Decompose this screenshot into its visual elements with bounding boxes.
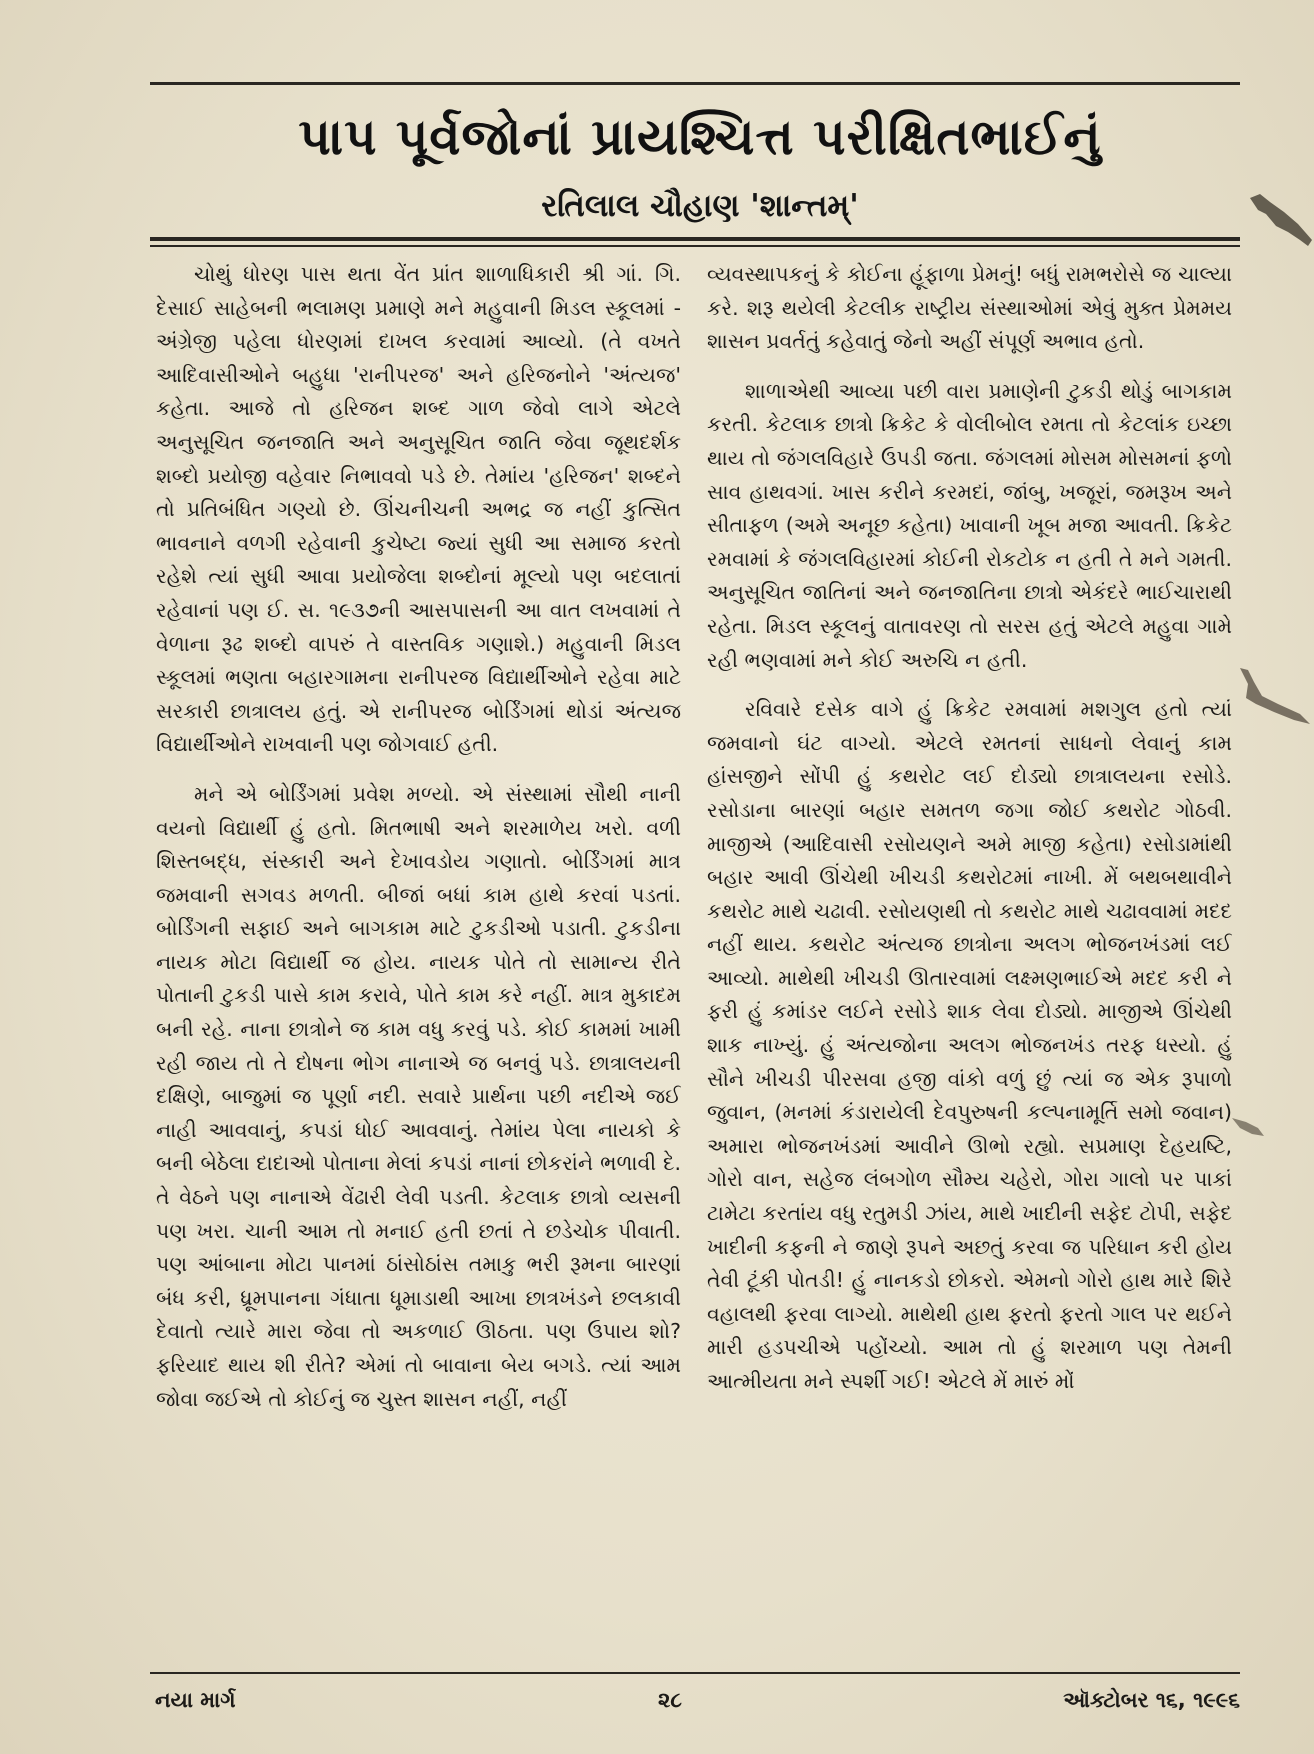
paper-tear-top xyxy=(1248,180,1314,250)
footer-rule xyxy=(150,1672,1240,1674)
paper-tear-middle xyxy=(1234,660,1314,740)
issue-date: ઑક્ટોબર ૧૬, ૧૯૯૬ xyxy=(1063,1688,1240,1712)
top-rule xyxy=(150,82,1240,85)
paragraph: મને એ બોર્ડિંગમાં પ્રવેશ મળ્યો. એ સંસ્થામાં સૌથી નાની વયનો વિદ્યાર્થી હું હતો. મિતભાષી અને શરમાળેય ખરો. વળી શિસ્તબદ્ધ, સંસ્કારી અને દેખાવડોય ગણાતો. બોર્ડિંગમાં માત્ર જમવાની સગવડ મળતી. બીજાં બધાં કામ હાથે કરવાં પડતાં. બોર્ડિંગની સફાઈ અને બાગકામ માટે ટુકડીઓ પડાતી. ટુકડીના નાયક મોટા વિદ્યાર્થી જ હોય. નાયક પોતે તો સામાન્ય રીતે પોતાની ટુકડી પાસે કામ કરાવે, પોતે કામ કરે નહીં. માત્ર મુકાદમ બની રહે. નાના છાત્રોને જ કામ વધુ કરવું પડે. કોઈ કામમાં ખામી રહી જાય તો તે દોષના ભોગ નાનાએ જ બનવું પડે. છાત્રાલયની દક્ષિણે, બાજુમાં જ પૂર્ણા નદી. સવારે પ્રાર્થના પછી નદીએ જઈ નાહી આવવાનું, કપડાં ધોઈ આવવાનું. તેમાંય પેલા નાયકો કે બની બેઠેલા દાદાઓ પોતાના મેલાં કપડાં નાનાં છોકરાંને ભળાવી દે. તે વેઠને પણ નાનાએ વેંઢારી લેવી પડતી. કેટલાક છાત્રો વ્યસની પણ ખરા. ચાની આમ તો મનાઈ હતી છતાં તે છડેચોક પીવાતી. પણ આંબાના મોટા પાનમાં ઠાંસોઠાંસ તમાકુ ભરી રૂમના બારણાં બંધ કરી, ધ્રૂમપાનના ગંધાતા ધૂમાડાથી આખા છાત્રખંડને છલકાવી દેવાતો ત્યારે મારા જેવા તો અકળાઈ ઊઠતા. પણ ઉપાય શો? ફરિયાદ થાય શી રીતે? એમાં તો બાવાના બેય બગડે. ત્યાં આમ જોવા જઈએ તો કોઈનું જ ચુસ્ત શાસન નહીં, નહીં xyxy=(156,781,681,1411)
header-rule-thin xyxy=(150,245,1240,247)
article-title: પાપ પૂર્વજોનાં પ્રાયશ્ચિત્ત પરીક્ષિતભાઈનું xyxy=(298,108,1102,166)
paragraph: ચોથું ધોરણ પાસ થતા વેંત પ્રાંત શાળાધિકારી શ્રી ગાં. ગિ. દેસાઈ સાહેબની ભલામણ પ્રમાણે મને મહુવાની મિડલ સ્કૂલમાં - અંગ્રેજી પહેલા ધોરણમાં દાખલ કરવામાં આવ્યો. (તે વખતે આદિવાસીઓને બહુધા 'રાનીપરજ' અને હરિજનોને 'અંત્યજ' કહેતા. આજે તો હરિજન શબ્દ ગાળ જેવો લાગે એટલે અનુસૂચિત જનજાતિ અને અનુસૂચિત જાતિ જેવા જૂથદર્શક શબ્દો પ્રયોજી વહેવાર નિભાવવો પડે છે. તેમાંય 'હરિજન' શબ્દને તો પ્રતિબંધિત ગણ્યો છે. ઊંચનીચની અભદ્ર જ નહીં કુત્સિત ભાવનાને વળગી રહેવાની કુચેષ્ટા જ્યાં સુધી આ સમાજ કરતો રહેશે ત્યાં સુધી આવા પ્રયોજેલા શબ્દોનાં મૂલ્યો પણ બદલાતાં રહેવાનાં પણ ઈ. સ. ૧૯૩૭ની આસપાસની આ વાત લખવામાં તે વેળાના રૂઢ શબ્દો વાપરું તે વાસ્તવિક ગણાશે.) મહુવાની મિડલ સ્કૂલમાં ભણતા બહારગામના રાનીપરજ વિદ્યાર્થીઓને રહેવા માટે સરકારી છાત્રાલય હતું. એ રાનીપરજ બોર્ડિંગમાં થોડાં અંત્યજ વિદ્યાર્થીઓને રાખવાની પણ જોગવાઈ હતી. xyxy=(156,262,681,757)
paragraph: શાળાએથી આવ્યા પછી વારા પ્રમાણેની ટુકડી થોડું બાગકામ કરતી. કેટલાક છાત્રો ક્રિકેટ કે વોલીબોલ રમતા તો કેટલાંક ઇચ્છા થાય તો જંગલવિહારે ઉપડી જતા. જંગલમાં મોસમ મોસમનાં ફળો સાવ હાથવગાં. ખાસ કરીને કરમદાં, જાંબુ, ખજૂરાં, જમરૂખ અને સીતાફળ (અમે અનૂછ કહેતા) ખાવાની ખૂબ મજા આવતી. ક્રિકેટ રમવામાં કે જંગલવિહારમાં કોઈની રોકટોક ન હતી તે મને ગમતી. અનુસૂચિત જાતિનાં અને જનજાતિના છાત્રો એકંદરે ભાઈચારાથી રહેતા. મિડલ સ્કૂલનું વાતાવરણ તો સરસ હતું એટલે મહુવા ગામે રહી ભણવામાં મને કોઈ અરુચિ ન હતી. xyxy=(707,378,1232,672)
paper-tear-lower xyxy=(1228,1112,1268,1152)
left-column xyxy=(156,258,681,1526)
page-number: ૨૮ xyxy=(658,1688,682,1712)
article-author: રતિલાલ ચૌહાણ 'શાન્તમ્' xyxy=(541,188,859,224)
header-rule-thick xyxy=(150,237,1240,241)
right-column xyxy=(707,258,1232,1526)
paragraph: વ્યવસ્થાપકનું કે કોઈના હૂંફાળા પ્રેમનું! બધું રામભરોસે જ ચાલ્યા કરે. શરૂ થયેલી કેટલીક રાષ્ટ્રીય સંસ્થાઓમાં એવું મુક્ત પ્રેમમય શાસન પ્રવર્તતું કહેવાતું જેનો અહીં સંપૂર્ણ અભાવ હતો. xyxy=(707,262,1232,354)
publication-name: નયા માર્ગ xyxy=(155,1688,236,1712)
paragraph: રવિવારે દસેક વાગે હું ક્રિકેટ રમવામાં મશગુલ હતો ત્યાં જમવાનો ઘંટ વાગ્યો. એટલે રમતનાં સાધનો લેવાનું કામ હાંસજીને સોંપી હું કથરોટ લઈ દોડ્યો છાત્રાલયના રસોડે. રસોડાના બારણાં બહાર સમતળ જગા જોઈ કથરોટ ગોઠવી. માજીએ (આદિવાસી રસોયણને અમે માજી કહેતા) રસોડામાંથી બહાર આવી ઊંચેથી ખીચડી કથરોટમાં નાખી. મેં બથબથાવીને કથરોટ માથે ચઢાવી. રસોયણથી તો કથરોટ માથે ચઢાવવામાં મદદ નહીં થાય. કથરોટ અંત્યજ છાત્રોના અલગ ભોજનખંડમાં લઈ આવ્યો. માથેથી ખીચડી ઊતારવામાં લક્ષ્મણભાઈએ મદદ કરી ને ફરી હું કમાંડર લઈને રસોડે શાક લેવા દોડ્યો. માજીએ ઊંચેથી શાક નાખ્યું. હું અંત્યજોના અલગ ભોજનખંડ તરફ ધસ્યો. હું સૌને ખીચડી પીરસવા હજી વાંકો વળું છું ત્યાં જ એક રૂપાળો જુવાન, (મનમાં કંડારાયેલી દેવપુરુષની કલ્પનામૂર્તિ સમો જવાન) અમારા ભોજનખંડમાં આવીને ઊભો રહ્યો. સપ્રમાણ દેહયષ્ટિ, ગોરો વાન, સહેજ લંબગોળ સૌમ્ય ચહેરો, ગોરા ગાલો પર પાકાં ટામેટા કરતાંય વધુ રતુમડી ઝાંય, માથે ખાદીની સફેદ ટોપી, સફેદ ખાદીની કફની ને જાણે રૂપને અછતું કરવા જ પરિધાન કરી હોય તેવી ટૂંકી પોતડી! હું નાનકડો છોકરો. એમનો ગોરો હાથ મારે શિરે વહાલથી ફરવા લાગ્યો. માથેથી હાથ ફરતો ફરતો ગાલ પર થઈને મારી હડપચીએ પહોંચ્યો. આમ તો હું શરમાળ પણ તેમની આત્મીયતા મને સ્પર્શી ગઈ! એટલે મેં મારું મોં xyxy=(707,697,1232,1393)
